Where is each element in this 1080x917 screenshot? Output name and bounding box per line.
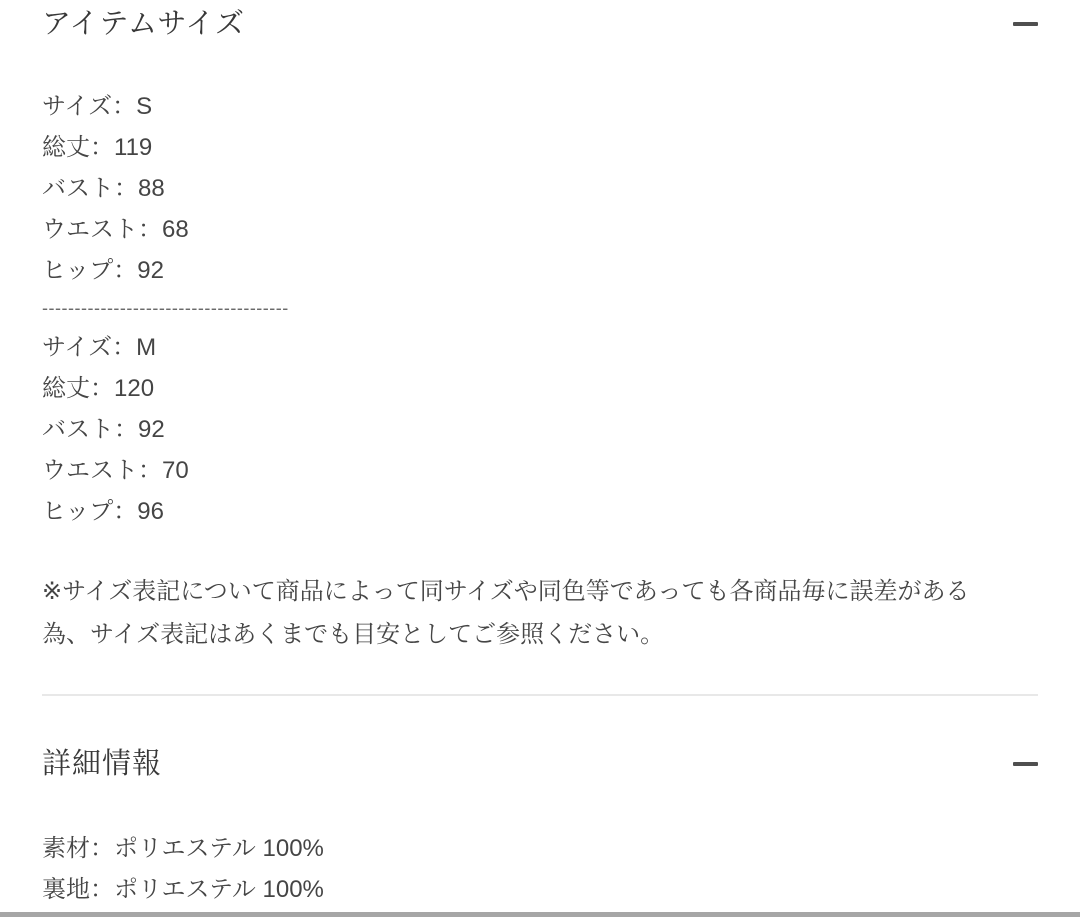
size-spec-line: ヒップ：92 <box>42 257 164 284</box>
lining-line: 裏地：ポリエステル 100% <box>42 876 324 903</box>
size-block-s <box>42 86 1038 291</box>
item-size-header <box>42 6 1038 42</box>
size-note-line: 為、サイズ表記はあくまでも目安としてご参照ください。 <box>42 621 665 648</box>
dashed-text-separator: -------------------------------------- <box>42 298 289 318</box>
size-spec-line: 総丈：119 <box>42 134 153 161</box>
size-spec-line: バスト：88 <box>42 175 165 202</box>
item-size-collapse-button[interactable] <box>1012 11 1038 37</box>
details-header <box>42 746 1038 782</box>
item-size-title: アイテムサイズ <box>42 8 246 40</box>
size-spec-line: バスト：92 <box>42 416 165 443</box>
minus-icon <box>1013 22 1038 26</box>
details-section <box>42 746 1038 910</box>
size-spec-line: ヒップ：96 <box>42 498 164 525</box>
material-line: 素材：ポリエステル 100% <box>42 835 324 862</box>
section-divider <box>42 694 1038 696</box>
minus-icon <box>1013 762 1038 766</box>
size-spec-line: サイズ：S <box>42 93 153 120</box>
size-block-m <box>42 327 1038 532</box>
size-spec-line: ウエスト：68 <box>42 216 189 243</box>
bottom-edge-bar <box>0 912 1080 917</box>
item-size-section <box>42 6 1038 656</box>
size-spec-line: サイズ：M <box>42 334 157 361</box>
size-spec-line: 総丈：120 <box>42 375 155 402</box>
details-title: 詳細情報 <box>42 748 163 780</box>
details-collapse-button[interactable] <box>1012 751 1038 777</box>
size-note-line: ※サイズ表記について商品によって同サイズや同色等であっても各商品毎に誤差がある <box>42 578 970 605</box>
size-note <box>42 570 1038 656</box>
material-block <box>42 828 1038 910</box>
size-spec-line: ウエスト：70 <box>42 457 189 484</box>
